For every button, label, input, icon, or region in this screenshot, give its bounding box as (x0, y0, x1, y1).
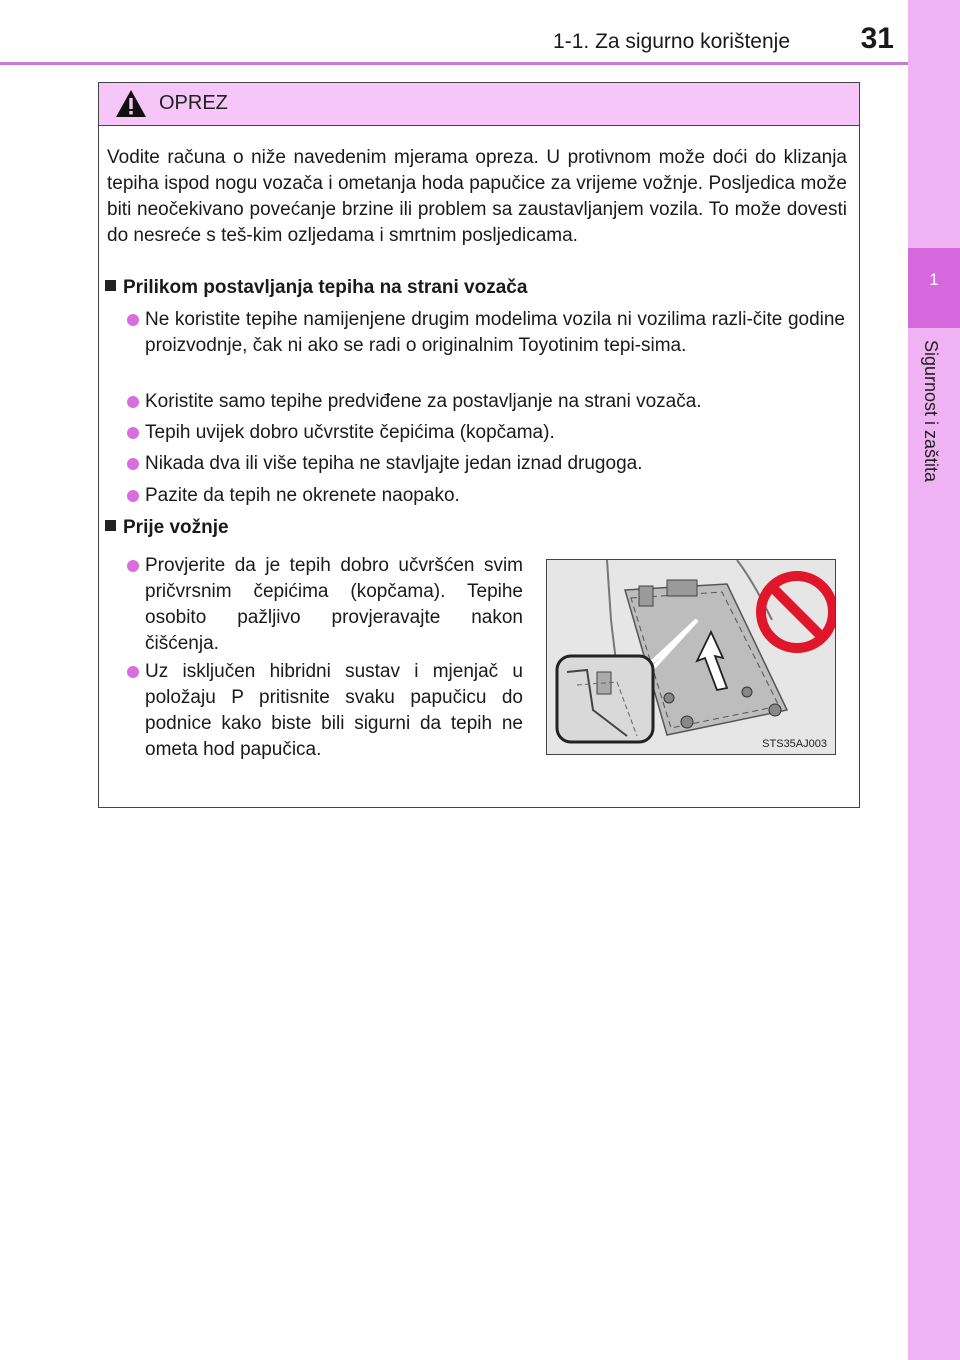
list-item: Nikada dva ili više tepiha ne stavljajte jedan iznad drugoga. (127, 451, 845, 477)
floor-mat-illustration (546, 559, 836, 755)
list-item: Koristite samo tepihe predviđene za postavljanje na strani vozača. (127, 389, 845, 415)
section-heading-driver-side: Prilikom postavljanja tepiha na strani vozača (105, 275, 527, 301)
list-item: Ne koristite tepihe namijenjene drugim modelima vozila ni vozilima razli-čite godine proizvodnje, čak ni ako se radi o originalnim Toyotinim tepi-sima. (127, 307, 845, 359)
bullet-dot-icon (127, 490, 139, 502)
list-item: Pazite da tepih ne okrenete naopako. (127, 483, 845, 509)
warning-triangle-icon (115, 89, 147, 118)
section-title: 1-1. Za sigurno korištenje (553, 30, 790, 53)
chapter-number: 1 (929, 270, 939, 289)
list-item: Tepih uvijek dobro učvrstite čepićima (kopčama). (127, 420, 845, 446)
page-number: 31 (860, 22, 894, 55)
caution-intro: Vodite računa o niže navedenim mjerama opreza. U protivnom može doći do klizanja tepiha ispod nogu vozača i ometanja hoda papučice za vrijeme vožnje. Posljedica može biti neočekivano povećanje brzine ili problem sa zaustavljanjem vozila. To može dovesti do nesreće s teš-kim ozljedama i smrtnim posljedicama. (107, 147, 847, 246)
chapter-tab (908, 248, 960, 328)
caution-header (99, 83, 859, 126)
list-item: Provjerite da je tepih dobro učvršćen svim pričvrsnim čepićima (kopčama). Tepihe osobito pažljivo provjeravajte nakon čišćenja. (127, 553, 523, 657)
bullet-dot-icon (127, 560, 139, 572)
header-rule (0, 62, 908, 65)
bullet-dot-icon (127, 427, 139, 439)
bullet-dot-icon (127, 314, 139, 326)
bullet-dot-icon (127, 396, 139, 408)
list-item: Uz isključen hibridni sustav i mjenjač u položaju P pritisnite svaku papučicu do podnice kako biste bili sigurni da tepih ne ometa hod papučica. (127, 659, 523, 763)
illustration-code: STS35AJ003 (762, 738, 827, 750)
chapter-name: Sigurnost i zaštita (921, 340, 941, 483)
section-heading-before-driving: Prije vožnje (105, 515, 229, 541)
bullet-dot-icon (127, 666, 139, 678)
square-bullet-icon (105, 520, 116, 531)
square-bullet-icon (105, 280, 116, 291)
caution-box (98, 82, 860, 808)
floor-mat-drawing (547, 560, 836, 755)
caution-label: OPREZ (159, 92, 228, 114)
side-tab (908, 0, 960, 1360)
bullet-dot-icon (127, 458, 139, 470)
